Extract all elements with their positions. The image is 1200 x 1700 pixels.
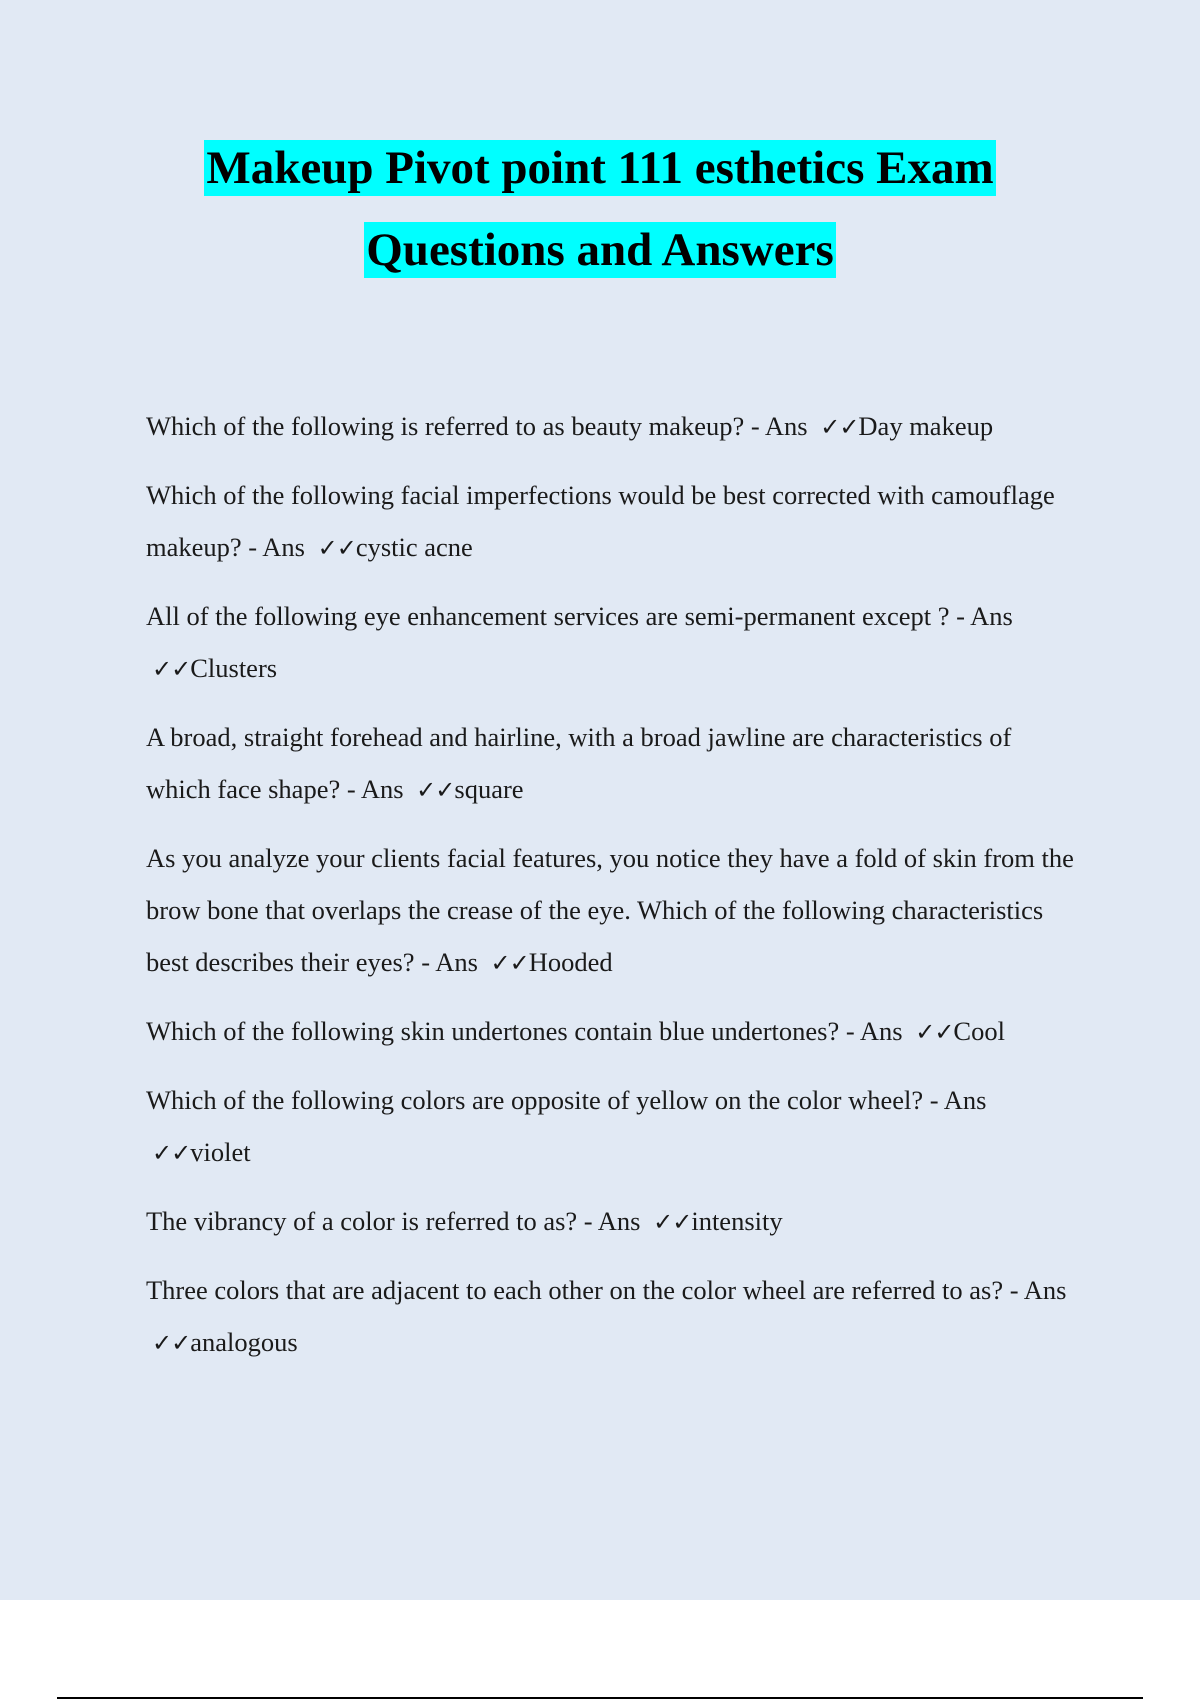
double-check-icon: ✓✓ xyxy=(317,534,356,562)
double-check-icon: ✓✓ xyxy=(152,655,191,683)
question-text: A broad, straight forehead and hairline, with a broad jawline are characteristics of which face shape? - xyxy=(146,722,1012,804)
answer-marker: Ans xyxy=(970,601,1013,631)
answer-text: Day makeup xyxy=(858,411,994,441)
double-check-icon: ✓✓ xyxy=(152,1139,191,1167)
qa-list xyxy=(146,400,1076,1385)
question-text: All of the following eye enhancement services are semi-permanent except ? - xyxy=(146,601,965,631)
double-check-icon: ✓✓ xyxy=(653,1208,692,1236)
answer-marker: Ans xyxy=(262,532,305,562)
document-title xyxy=(0,140,1200,278)
answer-marker: Ans xyxy=(859,1016,903,1046)
answer-marker: Ans xyxy=(1023,1275,1067,1305)
title-line-1: Makeup Pivot point 111 esthetics Exam xyxy=(206,142,994,194)
qa-item xyxy=(146,400,1076,453)
qa-item xyxy=(146,1005,1076,1058)
double-check-icon: ✓✓ xyxy=(416,776,455,804)
answer-marker: Ans xyxy=(360,774,404,804)
qa-item xyxy=(146,832,1076,989)
answer-marker: Ans xyxy=(943,1085,987,1115)
double-check-icon: ✓✓ xyxy=(915,1018,954,1046)
title-line-2: Questions and Answers xyxy=(366,224,834,276)
question-text: As you analyze your clients facial features, you notice they have a fold of skin from the brow bone that overlaps the crease of the eye. Which of the following characteristics best describes their eyes? - xyxy=(146,843,1074,977)
question-text: Which of the following is referred to as beauty makeup? - xyxy=(146,411,760,441)
question-text: Three colors that are adjacent to each other on the color wheel are referred to as? - xyxy=(146,1275,1019,1305)
answer-text: analogous xyxy=(190,1327,298,1357)
question-text: Which of the following colors are opposite of yellow on the color wheel? - xyxy=(146,1085,939,1115)
qa-item xyxy=(146,1195,1076,1248)
question-text: Which of the following skin undertones contain blue undertones? - xyxy=(146,1016,855,1046)
answer-text: violet xyxy=(190,1137,251,1167)
qa-item xyxy=(146,590,1076,695)
qa-item xyxy=(146,711,1076,816)
question-text: The vibrancy of a color is referred to as? - xyxy=(146,1206,593,1236)
answer-text: cystic acne xyxy=(355,532,473,562)
answer-text: Clusters xyxy=(190,653,278,683)
answer-text: Cool xyxy=(953,1016,1005,1046)
double-check-icon: ✓✓ xyxy=(820,413,859,441)
answer-text: Hooded xyxy=(528,947,613,977)
qa-item xyxy=(146,1264,1076,1369)
footer-divider xyxy=(57,1697,1143,1699)
qa-item xyxy=(146,1074,1076,1179)
answer-marker: Ans xyxy=(597,1206,641,1236)
answer-marker: Ans xyxy=(435,947,478,977)
answer-text: square xyxy=(454,774,524,804)
double-check-icon: ✓✓ xyxy=(152,1329,191,1357)
double-check-icon: ✓✓ xyxy=(490,949,529,977)
answer-marker: Ans xyxy=(764,411,808,441)
answer-text: intensity xyxy=(691,1206,783,1236)
question-text: Which of the following facial imperfections would be best corrected with camouflage makeup? - xyxy=(146,480,1055,562)
qa-item xyxy=(146,469,1076,574)
